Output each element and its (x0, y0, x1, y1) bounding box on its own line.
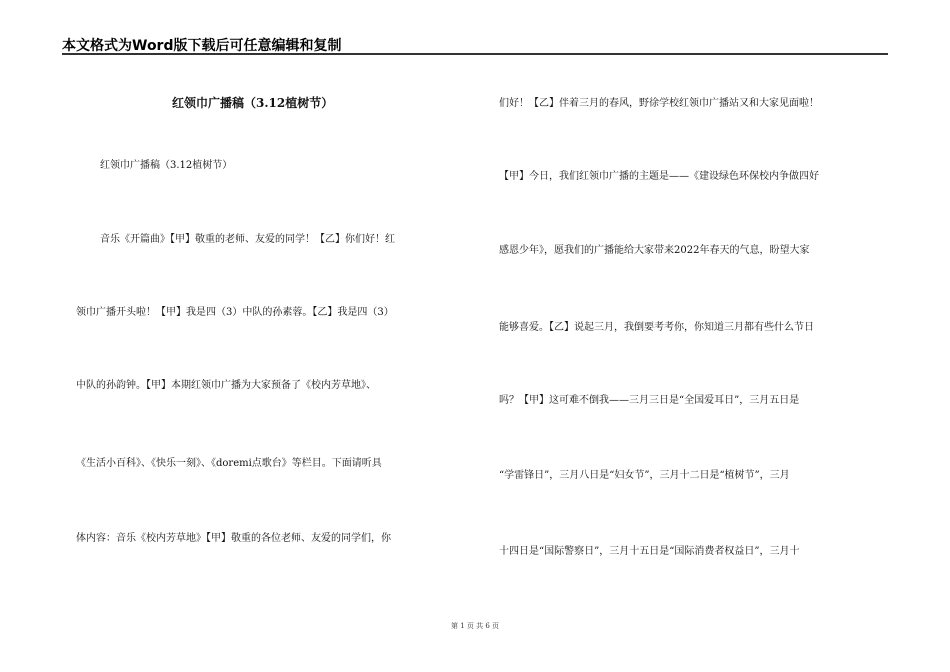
right-column-line: 吗？【甲】这可难不倒我——三月三日是“全国爱耳日”，三月五日是 (499, 395, 800, 406)
right-column-line: “学雷锋日”，三月八日是“妇女节”，三月十二日是“植树节”，三月 (499, 470, 790, 481)
left-column-line: 红领巾广播稿（3.12植树节） (100, 160, 233, 171)
left-column-line: 音乐《开篇曲》【甲】敬重的老师、友爱的同学！【乙】你们好！红 (100, 234, 395, 245)
left-column-line: 体内容：音乐《校内芳草地》【甲】敬重的各位老师、友爱的同学们，你 (76, 533, 391, 544)
right-column-line: 十四日是“国际警察日”，三月十五日是“国际消费者权益日”，三月十 (499, 546, 800, 557)
header-divider (62, 53, 888, 55)
right-column-line: 们好！【乙】伴着三月的春风，野徐学校红领巾广播站又和大家见面啦！ (499, 98, 819, 109)
right-column-line: 感恩少年》，愿我们的广播能给大家带来2022年春天的气息，盼望大家 (499, 245, 810, 256)
page-footer: 第 1 页 共 6 页 (450, 622, 500, 630)
left-column-line: 中队的孙韵钟。【甲】本期红领巾广播为大家预备了《校内芳草地》、 (76, 380, 376, 391)
left-column-line: 领巾广播开头啦！【甲】我是四（3）中队的孙素蓉。【乙】我是四（3） (76, 307, 394, 318)
right-column-line: 能够喜爱。【乙】说起三月，我倒要考考你，你知道三月都有些什么节日 (499, 322, 814, 333)
document-banner: 本文格式为Word版下载后可任意编辑和复制 (62, 38, 342, 54)
right-column-line: 【甲】今日，我们红领巾广播的主题是——《建设绿色环保校内争做四好 (499, 171, 819, 182)
document-title: 红领巾广播稿（3.12植树节） (172, 96, 334, 110)
left-column-line: 《生活小百科》、《快乐一刻》、《doremi点歌台》等栏目。下面请听具 (76, 458, 382, 469)
